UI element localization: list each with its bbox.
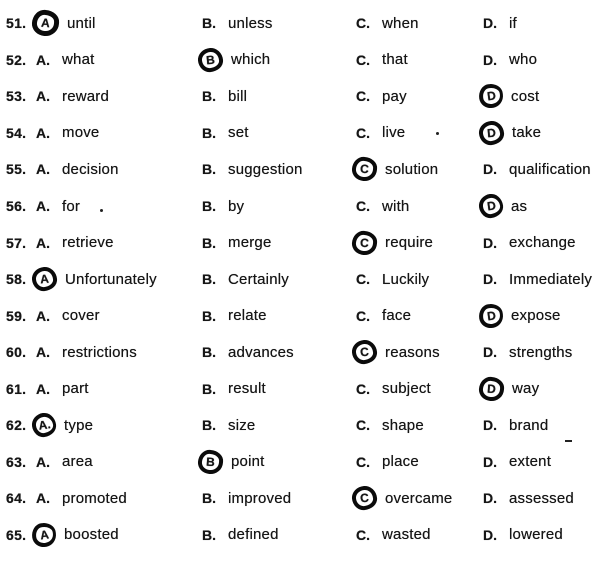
answer-circle-icon: A [30,521,57,548]
option-word: Luckily [382,270,430,288]
option-word: reasons [385,343,440,361]
option-word: merge [228,234,272,252]
option [199,450,353,474]
option [199,526,353,543]
option [480,417,605,434]
option-letter: C. [356,417,370,434]
question-number: 58. [6,271,27,288]
option [199,15,353,32]
answer-circle-icon: C [351,339,378,365]
option-word: expose [511,307,561,325]
option-letter: C. [356,453,370,470]
option [480,344,605,361]
option-word: cover [62,307,100,325]
question-row [0,370,605,407]
option-word: lowered [509,526,563,544]
scan-artifact-dash [565,440,572,442]
answer-circle-icon: D [477,302,504,329]
answer-circle-icon: C [351,230,378,256]
option-letter: B. [202,234,216,251]
option-word: unless [228,14,273,32]
option-word: cost [511,87,540,105]
option [199,271,353,288]
option-letter: C. [356,198,370,214]
option [353,271,480,288]
option [480,161,605,178]
question-row [0,480,605,517]
option-letter: B. [202,161,216,178]
option-word: bill [228,87,248,105]
option [353,198,480,215]
option-word: Certainly [228,270,289,288]
question-number: 63. [6,453,27,470]
option [480,121,605,145]
option [199,344,353,361]
question-number: 52. [6,51,27,68]
option [33,10,199,36]
question-row [0,297,605,334]
option [33,413,199,437]
answer-circle-icon: B [197,449,224,475]
question-row [0,151,605,188]
option-word: brand [509,416,549,434]
question-number: 54. [6,124,27,141]
option [33,523,199,547]
option-word: area [62,453,93,471]
option-letter: D. [483,417,497,434]
option-word: set [228,124,249,142]
option [199,417,353,434]
option-word: wasted [382,526,431,544]
option-word: result [228,380,266,398]
option-letter: A. [36,344,50,361]
answer-circle-icon: C [351,485,378,511]
option-letter: D. [483,271,497,288]
question-number: 62. [6,417,27,434]
option [199,198,353,215]
option-word: by [228,197,245,215]
option-letter: B. [202,124,216,141]
question-row [0,224,605,261]
question-row [0,407,605,444]
option [199,161,353,178]
option [353,340,480,364]
option-word: size [228,416,256,434]
question-row [0,517,605,554]
option-letter: D. [483,344,497,361]
option-letter: D. [483,453,497,470]
question-row [0,115,605,152]
option-word: assessed [509,489,574,507]
option-word: Unfortunately [65,270,157,288]
option-word: shape [382,416,424,434]
option [480,234,605,251]
question-row [0,334,605,371]
question-number: 59. [6,307,27,324]
option [353,453,480,470]
answer-circle-icon: C [351,157,378,183]
question-row [0,78,605,115]
option-letter: A. [36,453,50,470]
option-word: promoted [62,489,127,507]
option [33,124,199,141]
answer-circle-icon: D [477,192,504,219]
option [33,198,199,215]
option-letter: B. [202,88,216,105]
option-letter: A. [36,307,50,324]
option-word: as [511,197,528,215]
question-list [0,5,605,553]
option-word: for [62,197,81,215]
answer-circle-icon: A [31,266,58,292]
option [33,344,199,361]
option-word: live [382,124,406,142]
question-number: 60. [6,344,27,361]
option-letter: B. [202,380,216,397]
option-word: move [62,124,100,142]
option-word: strengths [509,343,573,361]
option-word: qualification [509,160,591,178]
option-letter: D. [483,490,497,507]
answer-circle-icon: A [31,9,60,37]
option-word: extent [509,453,552,471]
option [480,526,605,543]
option [33,88,199,105]
option-word: place [382,453,419,471]
option [353,51,480,68]
option-word: relate [228,307,267,325]
option-word: if [509,14,517,32]
option-word: type [64,416,94,434]
question-number: 55. [6,161,27,178]
question-number: 57. [6,234,27,251]
option [480,377,605,401]
option-letter: C. [356,15,370,32]
option-letter: B. [202,526,216,543]
option [353,486,480,510]
option-letter: D. [483,526,497,543]
option [353,307,480,324]
option [353,380,480,397]
option-letter: A. [36,51,50,68]
answer-circle-icon: A. [30,412,57,439]
option [199,48,353,72]
option [353,88,480,105]
option-word: that [382,51,408,69]
option-letter: D. [483,51,497,68]
question-row [0,188,605,225]
option-letter: A. [36,198,50,214]
option-word: until [67,14,96,32]
option [33,51,199,68]
answer-circle-icon: D [477,83,504,110]
option [480,194,605,218]
option-word: solution [385,160,439,178]
option [353,124,480,141]
option-word: advances [228,343,294,361]
answer-circle-icon: B [197,47,224,73]
option [480,490,605,507]
option-letter: C. [356,271,370,288]
option-letter: C. [356,51,370,68]
question-row [0,444,605,481]
answer-circle-icon: D [478,376,505,402]
option-letter: B. [202,417,216,434]
question-number: 51. [6,15,27,32]
option-word: boosted [64,526,119,544]
option-word: decision [62,160,119,178]
option-word: point [231,453,265,471]
option-word: Immediately [509,270,593,288]
option-letter: A. [36,88,50,105]
question-number: 61. [6,380,27,397]
option-word: exchange [509,234,576,252]
option-word: with [382,197,410,215]
option-letter: D. [483,161,497,178]
option [33,490,199,507]
option-letter: A. [36,490,50,507]
option [353,231,480,255]
option [199,88,353,105]
option [480,304,605,328]
option-letter: A. [36,380,50,397]
option [480,271,605,288]
option-word: retrieve [62,234,114,252]
option [199,490,353,507]
option-word: when [382,14,419,32]
question-number: 64. [6,490,27,507]
option-word: what [62,51,95,69]
question-number: 53. [6,88,27,105]
option [199,380,353,397]
option-word: pay [382,87,407,105]
option-word: way [512,380,540,398]
option-word: reward [62,87,110,105]
option-letter: C. [356,307,370,324]
option-word: part [62,380,89,398]
option [33,267,199,291]
option [33,380,199,397]
question-row [0,5,605,42]
option-letter: C. [356,526,370,543]
option-letter: B. [202,490,216,507]
option-word: which [231,51,271,69]
option [199,307,353,324]
option-letter: A. [36,124,50,141]
option-letter: C. [356,88,370,105]
option-letter: C. [356,380,370,397]
answer-circle-icon: D [478,120,505,146]
option-word: take [512,124,542,142]
option [480,453,605,470]
question-row [0,42,605,79]
option-letter: A. [36,234,50,251]
option-letter: D. [483,234,497,251]
option-word: defined [228,526,279,544]
option-letter: B. [202,198,216,214]
option-word: subject [382,380,431,398]
option [353,526,480,543]
question-number: 56. [6,198,27,214]
option [480,84,605,108]
option-word: face [382,307,412,325]
option-word: overcame [385,489,453,507]
option [33,234,199,251]
option [480,15,605,32]
question-row [0,261,605,298]
scan-artifact-dot [100,209,103,212]
option-letter: D. [483,15,497,32]
option-word: improved [228,489,292,507]
option-word: require [385,234,434,252]
option [480,51,605,68]
option-word: restrictions [62,343,137,361]
option-letter: B. [202,15,216,32]
option-word: who [509,51,538,69]
option-letter: A. [36,161,50,178]
option [33,307,199,324]
option [33,453,199,470]
option-letter: C. [356,124,370,141]
option-letter: B. [202,307,216,324]
option [199,234,353,251]
question-number: 65. [6,526,27,543]
option-letter: B. [202,344,216,361]
option [353,157,480,181]
scan-artifact-dot [436,132,439,135]
option [353,15,480,32]
option [353,417,480,434]
option-letter: B. [202,271,216,288]
option [199,124,353,141]
option-word: suggestion [228,160,303,178]
option [33,161,199,178]
